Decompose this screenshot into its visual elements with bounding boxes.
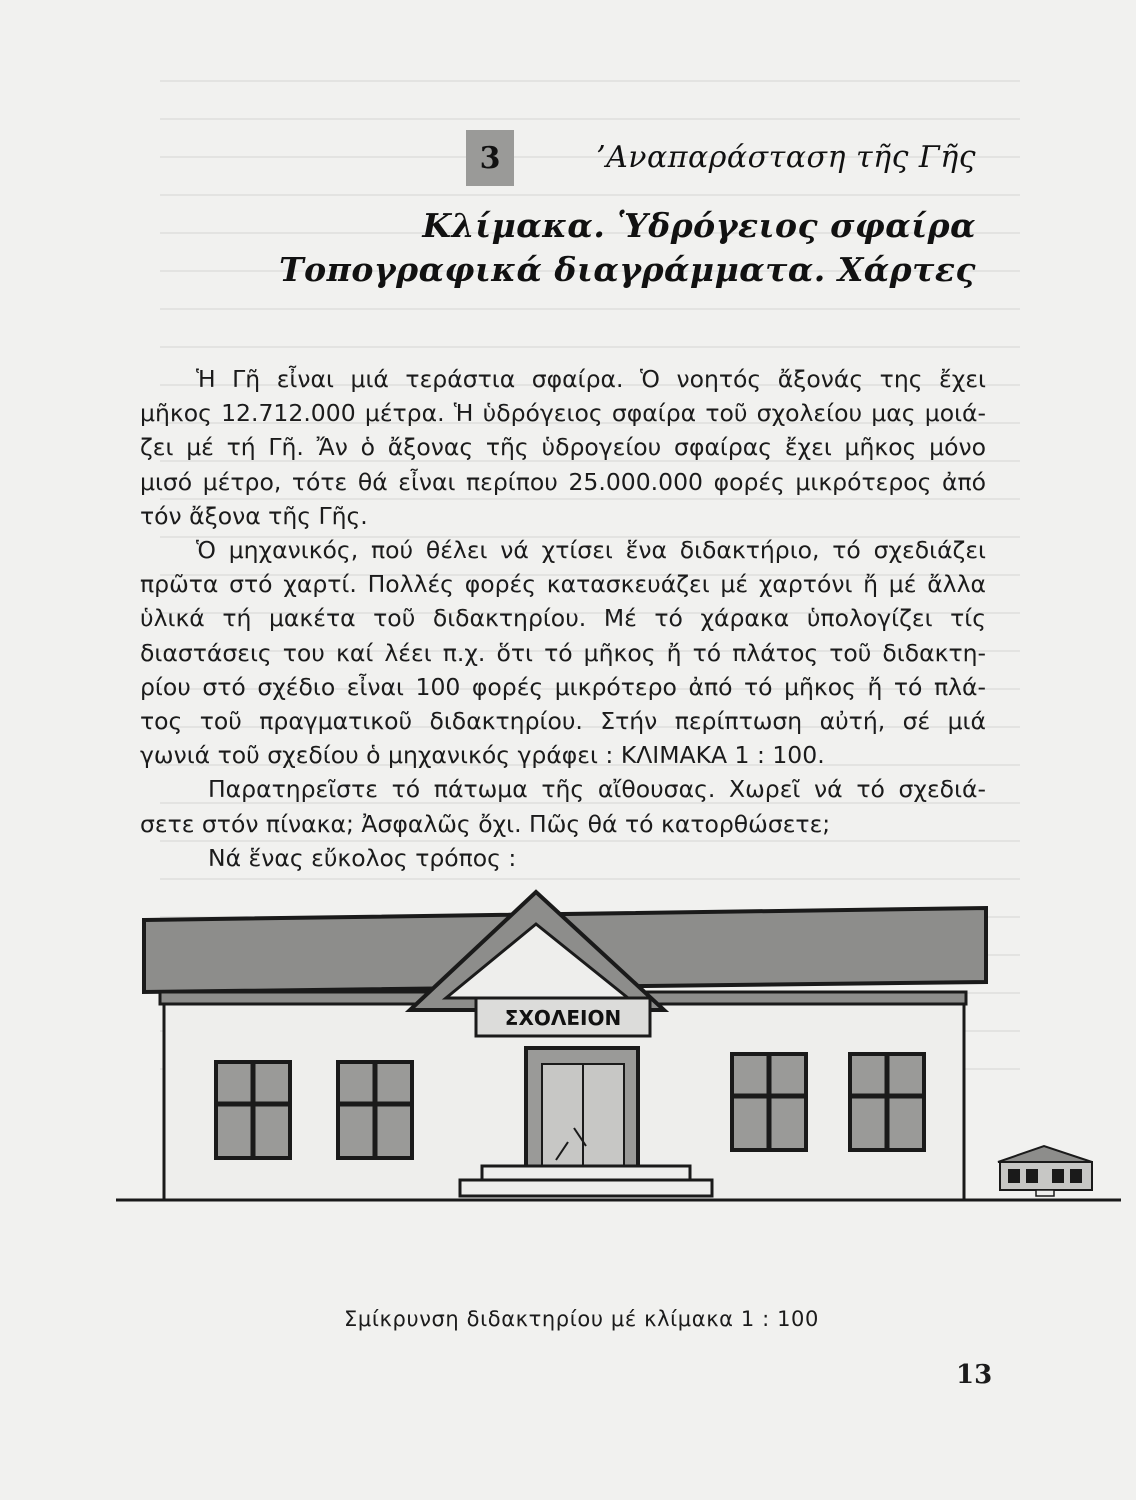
chapter-number: 3 <box>479 140 501 176</box>
page-number: 13 <box>956 1360 993 1390</box>
text-line: ρίου στό σχέδιο εἶναι 100 φορές μικρότερο ἀπό τό μῆκος ἤ τό πλά- <box>140 672 986 701</box>
text-line: μισό μέτρο, τότε θά εἶναι περίπου 25.000.000 φορές μικρότερος ἀπό <box>140 467 986 496</box>
text-line: Ὁ μηχανικός, πού θέλει νά χτίσει ἕνα διδακτήριο, τό σχεδιάζει <box>196 536 986 565</box>
chapter-subtitle-1: Κλίμακα. Ὑδρόγειος σφαίρα <box>422 206 976 245</box>
text-line: μῆκος 12.712.000 μέτρα. Ἡ ὑδρόγειος σφαίρα τοῦ σχολείου μας μοιά- <box>140 399 986 428</box>
text-line: τος τοῦ πραγματικοῦ διδακτηρίου. Στήν περίπτωση αὐτή, σέ μιά <box>140 707 986 736</box>
text-line: τόν ἄξονα τῆς Γῆς. <box>140 501 368 530</box>
text-line: Νά ἕνας εὔκολος τρόπος : <box>208 843 517 872</box>
school-sign-text: ΣΧΟΛΕΙΟΝ <box>504 1006 622 1030</box>
figure-caption: Σμίκρυνση διδακτηρίου μέ κλίμακα 1 : 100 <box>344 1307 819 1331</box>
text-line: ζει μέ τή Γῆ. Ἄν ὁ ἄξονας τῆς ὑδρογείου σφαίρας ἔχει μῆκος μόνο <box>140 433 986 462</box>
text-line: Ἡ Γῆ εἶναι μιά τεράστια σφαίρα. Ὁ νοητός ἄξονάς της ἔχει <box>196 365 986 393</box>
school-building-illustration <box>116 870 1126 1210</box>
chapter-number-box <box>466 130 514 186</box>
text-line: πρῶτα στό χαρτί. Πολλές φορές κατασκευάζει μέ χαρτόνι ἤ μέ ἄλλα <box>140 570 986 599</box>
chapter-title: ’Αναπαράσταση τῆς Γῆς <box>596 140 976 175</box>
text-line: διαστάσεις του καί λέει π.χ. ὅτι τό μῆκος ἤ τό πλάτος τοῦ διδακτη- <box>140 638 986 667</box>
body-text <box>140 362 986 875</box>
text-line: Παρατηρεῖστε τό πάτωμα τῆς αἴθουσας. Χωρεῖ νά τό σχεδιά- <box>208 775 986 804</box>
text-line: σετε στόν πίνακα; Ἀσφαλῶς ὄχι. Πῶς θά τό κατορθώσετε; <box>140 809 831 838</box>
text-line: ὑλικά τή μακέτα τοῦ διδακτηρίου. Μέ τό χάρακα ὑπολογίζει τίς <box>140 604 986 633</box>
text-line: γωνιά τοῦ σχεδίου ὁ μηχανικός γράφει : ΚΛΙΜΑΚΑ 1 : 100. <box>140 741 825 770</box>
chapter-subtitle-2: Τοπογραφικά διαγράμματα. Χάρτες <box>279 250 976 289</box>
